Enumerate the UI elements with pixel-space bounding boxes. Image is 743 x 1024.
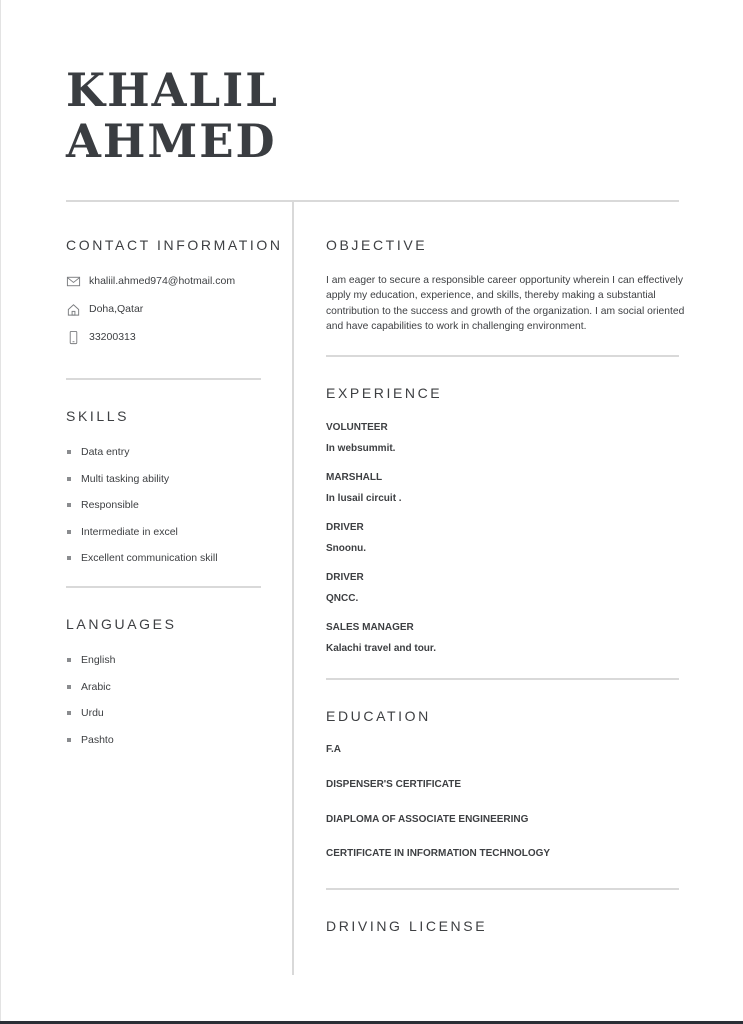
education-divider [326, 888, 679, 890]
home-icon [66, 302, 81, 317]
skill-item: Intermediate in excel [66, 525, 218, 552]
candidate-name [66, 62, 279, 169]
skill-item: Multi tasking ability [66, 472, 218, 499]
skill-item: Excellent communication skill [66, 551, 218, 578]
languages-title: LANGUAGES [66, 616, 177, 632]
experience-role: SALES MANAGER [326, 622, 414, 633]
contact-title: CONTACT INFORMATION [66, 237, 283, 253]
experience-place: In lusail circuit . [326, 493, 402, 504]
language-item: Arabic [66, 680, 115, 707]
experience-place: Kalachi travel and tour. [326, 643, 437, 654]
experience-place: QNCC. [326, 593, 359, 604]
bullet-icon [67, 477, 71, 481]
bullet-icon [67, 658, 71, 662]
objective-text: I am eager to secure a responsible career opportunity wherein I can effectively apply my education, experience, and skills, thereby making a substantial contribution to the success and growth of the organization. I am social oriented and have capabilities to work in challenging environment. [326, 275, 685, 332]
language-item: English [66, 653, 115, 680]
skills-title: SKILLS [66, 408, 130, 424]
experience-role: DRIVER [326, 522, 364, 533]
experience-place: Snoonu. [326, 543, 366, 554]
experience-role: MARSHALL [326, 472, 383, 483]
bullet-icon [67, 530, 71, 534]
education-item: F.A [326, 744, 341, 755]
skills-list [66, 445, 218, 578]
contact-email [66, 272, 235, 290]
location-text: Doha,Qatar [89, 303, 144, 315]
bullet-icon [67, 738, 71, 742]
bullet-icon [67, 450, 71, 454]
language-item: Pashto [66, 733, 115, 760]
skill-item: Responsible [66, 498, 218, 525]
experience-place: In websummit. [326, 443, 396, 454]
contact-location [66, 300, 143, 318]
bullet-icon [67, 685, 71, 689]
experience-role: DRIVER [326, 572, 364, 583]
skill-item: Data entry [66, 445, 218, 472]
last-name: AHMED [66, 113, 277, 169]
education-item: CERTIFICATE IN INFORMATION TECHNOLOGY [326, 848, 551, 859]
language-item: Urdu [66, 706, 115, 733]
experience-title: EXPERIENCE [326, 385, 443, 401]
education-item: DIAPLOMA OF ASSOCIATE ENGINEERING [326, 814, 529, 825]
bullet-icon [67, 711, 71, 715]
bullet-icon [67, 556, 71, 560]
experience-role: VOLUNTEER [326, 422, 388, 433]
phone-icon [66, 330, 81, 345]
languages-list [66, 653, 115, 759]
education-item: DISPENSER'S CERTIFICATE [326, 779, 461, 790]
header-divider [66, 200, 679, 202]
phone-text: 33200313 [89, 331, 136, 343]
education-title: EDUCATION [326, 708, 431, 724]
objective-title: OBJECTIVE [326, 237, 428, 253]
email-text: khaliil.ahmed974@hotmail.com [89, 275, 236, 287]
objective-divider [326, 355, 679, 357]
mail-icon [66, 274, 81, 289]
contact-divider [66, 378, 261, 380]
column-divider [292, 201, 294, 975]
skills-divider [66, 586, 261, 588]
driving-license-title: DRIVING LICENSE [326, 918, 488, 934]
bullet-icon [67, 503, 71, 507]
experience-divider [326, 678, 679, 680]
first-name: KHALIL [66, 62, 279, 118]
contact-phone [66, 328, 136, 346]
